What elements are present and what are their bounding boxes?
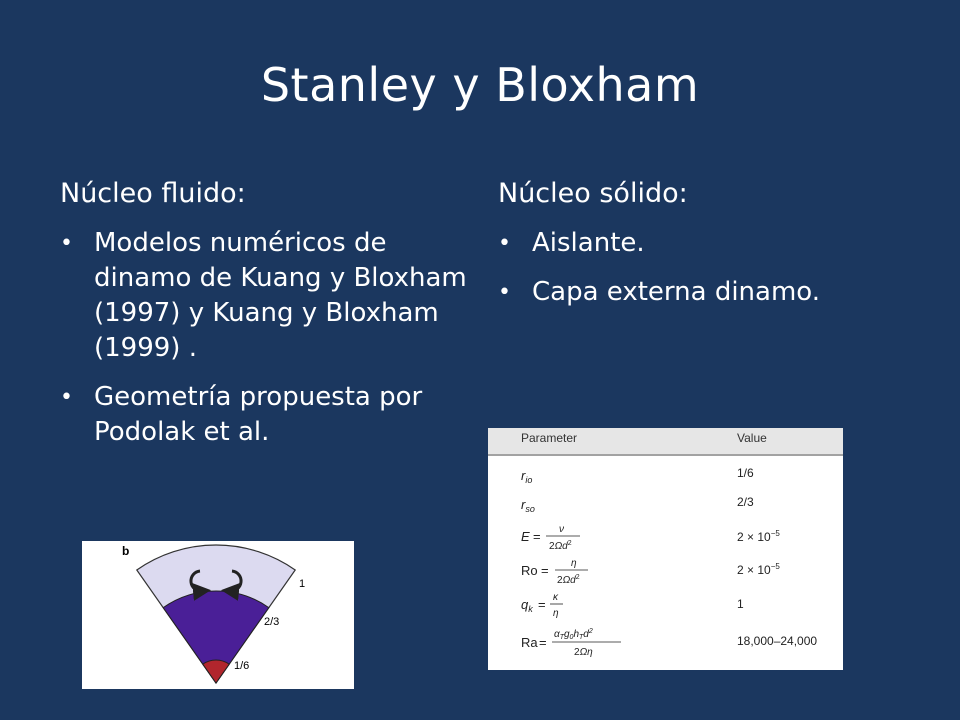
svg-text:κ: κ bbox=[553, 592, 558, 603]
table-value: 2 × 10 bbox=[737, 530, 771, 544]
svg-text:2Ωd2: $2\Omega d^2$ bbox=[549, 540, 572, 552]
table-header: Parameter bbox=[521, 431, 578, 445]
bullet-text: Capa externa dinamo. bbox=[532, 277, 820, 307]
svg-text:Ra: Ra bbox=[521, 635, 538, 650]
svg-text:=: = bbox=[539, 635, 547, 650]
right-column bbox=[498, 176, 918, 324]
radius-label: 2/3 bbox=[264, 616, 280, 628]
bullet-icon: • bbox=[498, 280, 511, 305]
svg-text:2Ωd2: $2\Omega d^2$ bbox=[557, 574, 580, 586]
svg-text:Ro: Ro bbox=[521, 563, 538, 578]
bullet-text: Geometría propuesta por Podolak et al. bbox=[94, 382, 423, 447]
svg-text:=: = bbox=[533, 529, 541, 544]
wedge-diagram-svg bbox=[82, 541, 354, 689]
bullet-text: Aislante. bbox=[532, 228, 645, 258]
svg-text:=: = bbox=[541, 563, 549, 578]
parameter-table bbox=[488, 428, 843, 670]
svg-text:=: = bbox=[538, 597, 546, 612]
svg-text:αTg0hTd2: $\alpha_Tg_0h_Td^2$ bbox=[554, 628, 593, 641]
bullet-icon: • bbox=[60, 231, 73, 256]
panel-label: b bbox=[122, 544, 130, 558]
table-exponent: −5 bbox=[770, 562, 780, 571]
parameter-table-svg bbox=[488, 428, 843, 670]
svg-text:rio: $r_{io}$ bbox=[521, 468, 533, 485]
svg-text:rso: $r_{so}$ bbox=[521, 497, 535, 514]
table-exponent: −5 bbox=[770, 529, 780, 538]
list-item bbox=[60, 226, 470, 366]
right-heading: Núcleo sólido: bbox=[498, 178, 688, 209]
table-header: Value bbox=[737, 431, 767, 445]
table-row bbox=[521, 592, 744, 619]
table-row bbox=[521, 495, 754, 514]
radius-label: 1/6 bbox=[234, 660, 250, 672]
table-value: 18,000–24,000 bbox=[737, 634, 818, 648]
bullet-text: Modelos numéricos de dinamo de Kuang y Bloxham (1997) y Kuang y Bloxham (1999) . bbox=[94, 228, 467, 363]
svg-text:η: η bbox=[553, 608, 559, 619]
svg-text:2Ωη: 2Ωη bbox=[574, 647, 593, 658]
svg-text:η: η bbox=[571, 558, 577, 569]
left-column bbox=[60, 176, 470, 464]
solid-core-sector bbox=[203, 660, 229, 683]
svg-text:2 × 10−5 bbox=[737, 562, 780, 577]
left-bullet-list bbox=[60, 226, 470, 450]
right-bullet-list bbox=[498, 226, 918, 310]
table-value: 1 bbox=[737, 597, 744, 611]
list-item bbox=[60, 380, 470, 450]
table-row bbox=[521, 466, 754, 485]
table-value: 2 × 10 bbox=[737, 563, 771, 577]
table-row bbox=[521, 628, 817, 658]
table-value: 1/6 bbox=[737, 466, 754, 480]
left-heading: Núcleo fluido: bbox=[60, 178, 246, 209]
list-item bbox=[498, 275, 918, 310]
table-row bbox=[521, 524, 780, 552]
bullet-icon: • bbox=[60, 385, 73, 410]
svg-text:2 × 10−5 bbox=[737, 529, 780, 544]
table-row bbox=[521, 558, 780, 586]
slide-title: Stanley y Bloxham bbox=[260, 58, 700, 112]
svg-text:E: E bbox=[521, 529, 530, 544]
svg-text:qk: $q_k$ bbox=[521, 597, 533, 614]
list-item bbox=[498, 226, 918, 261]
table-value: 2/3 bbox=[737, 495, 754, 509]
bullet-icon: • bbox=[498, 231, 511, 256]
radius-label: 1 bbox=[299, 578, 306, 590]
svg-text:ν: ν bbox=[559, 524, 564, 535]
core-geometry-diagram bbox=[82, 541, 354, 689]
